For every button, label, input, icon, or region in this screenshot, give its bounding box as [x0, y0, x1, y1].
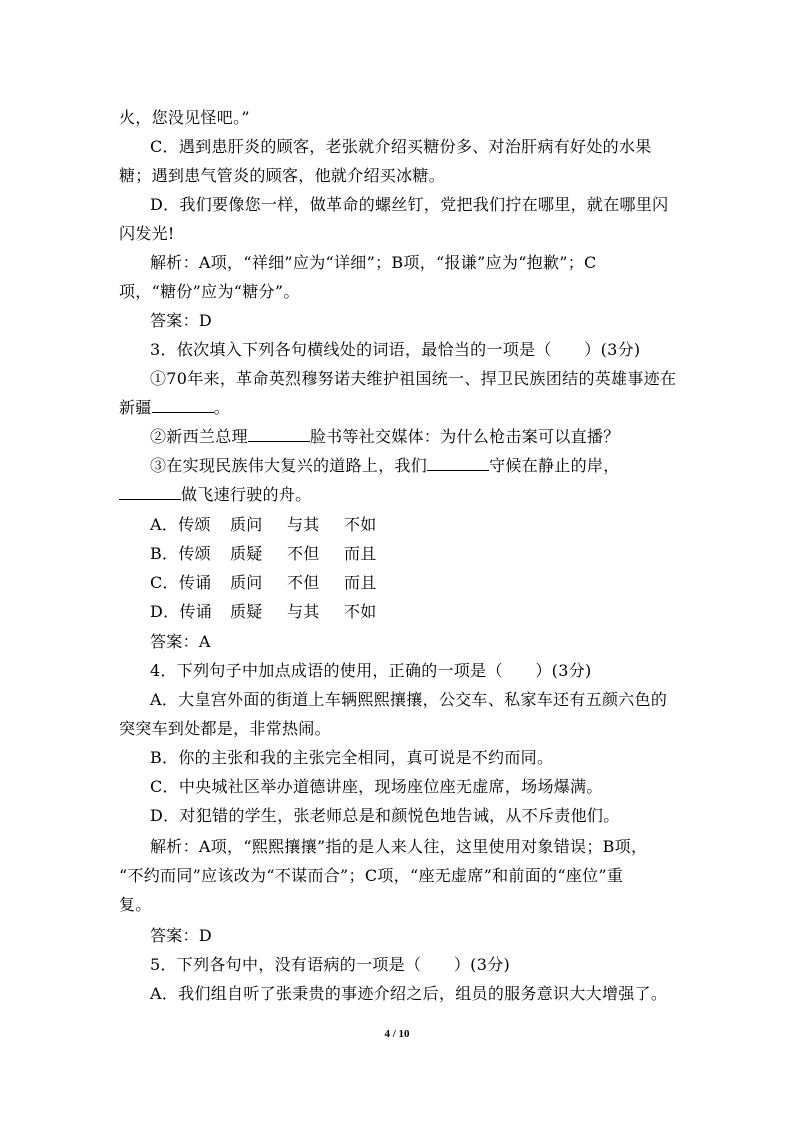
text-line — [119, 398, 679, 418]
text-fragment: 做飞速行驶的舟。 — [181, 485, 312, 504]
option-row — [150, 573, 680, 593]
text-line: ①70年来，革命英烈穆努诺夫维护祖国统一、捍卫民族团结的英雄事迹在 — [150, 369, 677, 388]
analysis-line: 解析：A项，“熙熙攘攘”指的是人来人往，这里使用对象错误；B项， — [150, 837, 648, 856]
analysis-line: 项，“糖份”应为“糖分”。 — [119, 282, 300, 301]
answer-line: 答案：D — [150, 926, 213, 945]
option-word: 不如 — [344, 515, 377, 534]
option-word: 与其 — [287, 515, 320, 534]
option-label: C．传诵 — [150, 573, 212, 592]
analysis-line: “不约而同”应该改为“不谋而合”；C项，“座无虚席”和前面的“座位”重 — [119, 866, 624, 885]
fill-blank — [427, 456, 489, 471]
option-word: 而且 — [344, 573, 377, 592]
text-fragment: ③在实现民族伟大复兴的道路上，我们 — [150, 456, 428, 475]
fill-blank — [248, 427, 310, 442]
text-fragment: 守候在静止的岸， — [489, 456, 620, 475]
option-word: 不如 — [344, 602, 377, 621]
text-line: 闪发光! — [119, 224, 175, 243]
option-row — [150, 602, 680, 622]
option-label: D．传诵 — [150, 602, 213, 621]
text-line — [150, 427, 680, 447]
text-fragment: 脸书等社交媒体：为什么枪击案可以直播？ — [309, 427, 620, 446]
text-fragment: 。 — [213, 398, 230, 417]
text-line — [150, 456, 680, 476]
option-word: 质问 — [230, 515, 263, 534]
option-row — [150, 515, 680, 535]
analysis-line: 复。 — [119, 895, 152, 914]
option-label: B．传颂 — [150, 544, 211, 563]
option-word: 质疑 — [230, 602, 263, 621]
option-word: 与其 — [287, 602, 320, 621]
option-word: 质问 — [230, 573, 263, 592]
fill-blank — [119, 485, 181, 500]
text-line: B．你的主张和我的主张完全相同，真可说是不约而同。 — [150, 748, 554, 767]
text-line: A．大皇宫外面的街道上车辆熙熙攘攘，公交车、私家车还有五颜六色的 — [150, 690, 668, 709]
text-fragment: ②新西兰总理 — [150, 427, 248, 446]
option-row — [150, 544, 680, 564]
text-fragment: 新疆 — [119, 398, 152, 417]
question-3-stem: 3．依次填入下列各句横线处的词语，最恰当的一项是（ ）(3分) — [150, 340, 641, 359]
text-line: 突突车到处都是，非常热闹。 — [119, 719, 331, 738]
answer-line: 答案：A — [150, 632, 211, 651]
option-word: 不但 — [287, 544, 320, 563]
option-word: 不但 — [287, 573, 320, 592]
text-line: C．中央城社区举办道德讲座，现场座位座无虚席，场场爆满。 — [150, 777, 603, 796]
analysis-line: 解析：A项，“祥细”应为“详细”；B项，“报谦”应为“抱歉”；C — [150, 253, 597, 272]
text-line: D．我们要像您一样，做革命的螺丝钉，党把我们拧在哪里，就在哪里闪 — [150, 195, 669, 214]
option-label: A．传颂 — [150, 515, 211, 534]
text-line: 糖；遇到患气管炎的顾客，他就介绍买冰糖。 — [119, 166, 446, 185]
page-number: 4 / 10 — [384, 1028, 410, 1040]
answer-line: 答案：D — [150, 311, 213, 330]
text-line: 火，您没见怪吧。” — [119, 108, 250, 127]
question-4-stem: 4．下列句子中加点成语的使用，正确的一项是（ ）(3分) — [150, 661, 592, 680]
question-5-stem: 5．下列各句中，没有语病的一项是（ ）(3分) — [150, 955, 511, 974]
text-line: C．遇到患肝炎的顾客，老张就介绍买糖份多、对治肝病有好处的水果 — [150, 137, 652, 156]
text-line: D．对犯错的学生，张老师总是和颜悦色地告诫，从不斥责他们。 — [150, 806, 620, 825]
option-word: 而且 — [344, 544, 377, 563]
text-line: A．我们组自听了张秉贵的事迹介绍之后，组员的服务意识大大增强了。 — [150, 984, 668, 1003]
fill-blank — [152, 398, 214, 413]
option-word: 质疑 — [230, 544, 263, 563]
text-line — [119, 485, 679, 505]
